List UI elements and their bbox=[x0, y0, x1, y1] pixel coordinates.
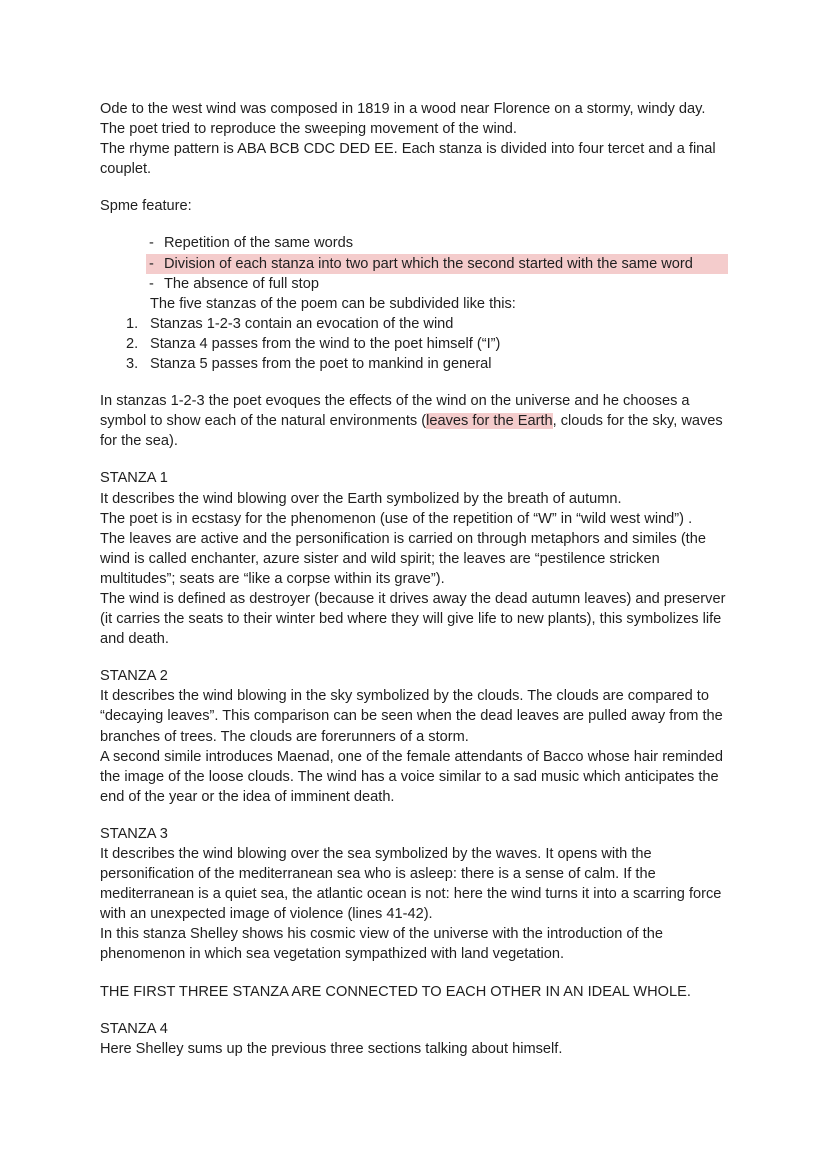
stanza-1-heading: STANZA 1 bbox=[100, 470, 168, 487]
list-number: 1. bbox=[126, 315, 139, 332]
feature-item: - The absence of full stop bbox=[149, 274, 728, 294]
features-heading: Spme feature: bbox=[100, 198, 192, 215]
feature-item-highlighted: - Division of each stanza into two part which the second started with the same word bbox=[146, 254, 728, 274]
stanza-2-paragraph: It describes the wind blowing in the sky symbolized by the clouds. The clouds are compared to “decaying leaves”. This comparison can be seen when the dead leaves are pulled away from the branches of trees. The clouds are forerunners of a storm. bbox=[100, 688, 723, 745]
stanza-2-heading: STANZA 2 bbox=[100, 668, 168, 685]
overview-text-start: In stanzas 1-2-3 the poet evoques the effects of the wind on the universe and he chooses a symbol to show each of the natural environments ( bbox=[100, 393, 690, 430]
stanza-1-paragraph: The leaves are active and the personification is carried on through metaphors and similes (the wind is called enchanter, azure sister and wild spirit; the leaves are “pestilence stricken multitudes”; seats are “like a corpse within its grave”). bbox=[100, 530, 706, 587]
stanza-subdivision-list bbox=[100, 314, 728, 374]
list-number: 3. bbox=[126, 356, 139, 373]
subdivision-intro: The five stanzas of the poem can be subdivided like this: bbox=[150, 295, 516, 312]
stanza-3-heading: STANZA 3 bbox=[100, 825, 168, 842]
list-item-text: Stanzas 1-2-3 contain an evocation of the wind bbox=[150, 315, 454, 332]
list-item-text: Stanza 4 passes from the wind to the poet himself (“I”) bbox=[150, 335, 501, 352]
list-item-text: Stanza 5 passes from the poet to mankind in general bbox=[150, 356, 492, 373]
stanza-1-paragraph: It describes the wind blowing over the Earth symbolized by the breath of autumn. bbox=[100, 490, 622, 507]
stanza-1-paragraph: The poet is in ecstasy for the phenomenon (use of the repetition of “W” in “wild west wind”) . bbox=[100, 510, 693, 527]
stanza-4-heading: STANZA 4 bbox=[100, 1020, 168, 1037]
overview-paragraph bbox=[100, 391, 728, 451]
overview-text-end: , clouds for the sky, waves for the sea). bbox=[100, 413, 723, 450]
summary-statement: THE FIRST THREE STANZA ARE CONNECTED TO EACH OTHER IN AN IDEAL WHOLE. bbox=[100, 983, 691, 1000]
list-item bbox=[126, 354, 728, 374]
list-number: 2. bbox=[126, 335, 139, 352]
stanza-2-paragraph: A second simile introduces Maenad, one of the female attendants of Bacco whose hair reminded the image of the loose clouds. The wind has a voice similar to a sad music which anticipates the end of the year or the idea of imminent death. bbox=[100, 748, 724, 805]
stanza-3-paragraph: It describes the wind blowing over the sea symbolized by the waves. It opens with the personification of the mediterranean sea who is asleep: there is a sense of calm. If the mediterranean is a quiet sea, the atlantic ocean is not: here the wind turns it into a scarring force with an unexpected image of violence (lines 41-42). bbox=[100, 846, 722, 923]
stanza-3-paragraph: In this stanza Shelley shows his cosmic view of the universe with the introduction of the phenomenon in which sea vegetation sympathized with land vegetation. bbox=[100, 926, 663, 963]
features-list bbox=[100, 233, 728, 293]
list-item bbox=[126, 314, 728, 334]
stanza-4-paragraph: Here Shelley sums up the previous three sections talking about himself. bbox=[100, 1040, 563, 1057]
intro-paragraph-2: The rhyme pattern is ABA BCB CDC DED EE. Each stanza is divided into four tercet and a final couplet. bbox=[100, 141, 716, 178]
highlighted-text: leaves for the Earth bbox=[426, 413, 553, 430]
list-item bbox=[126, 334, 728, 354]
feature-item: - Repetition of the same words bbox=[149, 233, 728, 253]
intro-paragraph-1: Ode to the west wind was composed in 1819 in a wood near Florence on a stormy, windy day. The poet tried to reproduce the sweeping movement of the wind. bbox=[100, 101, 706, 138]
stanza-1-paragraph: The wind is defined as destroyer (because it drives away the dead autumn leaves) and preserver (it carries the seats to their winter bed where they will give life to new plants), this symbolizes life and death. bbox=[100, 590, 726, 648]
